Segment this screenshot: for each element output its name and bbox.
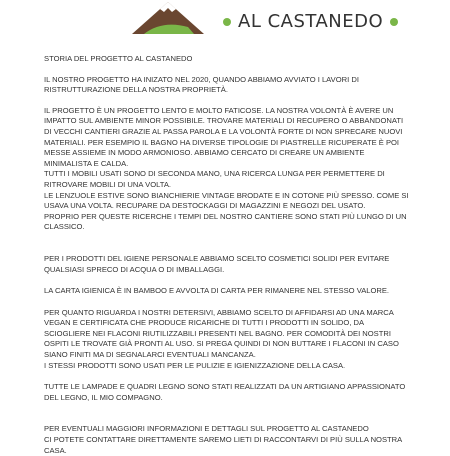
paragraph-hygiene-products: PER I PRODOTTI DEL IGIENE PERSONALE ABBIAMO SCELTO COSMETICI SOLIDI PER EVITARE QUALSIASI SPRECO DI ACQUA O DI IMBALLAGGI. (44, 253, 390, 274)
brand-dot-right-icon (390, 18, 398, 26)
paragraph-detergents: PER QUANTO RIGUARDA I NOSTRI DETERSIVI, ABBIAMO SCELTO DI AFFIDARSI AD UNA MARCA VEGAN E CERTIFICATA CHE PRODUCE RICARICHE DI TUTTI I PRODOTTI IN SOLIDO, DA SCIOGLIERE NEI FLACONI RIUTILIZZABILI PRESENTI NEL BAGNO. PER COMODITÀ DEI NOSTRI OSPITI LE TROVATE GIÀ PRONTI AL USO. SI PREGA QUINDI DI NON BUTTARE I FLACONI IN CASO SIANO FINITI MA DI SEGNALARCI EVENTUALI MANCANZA. (44, 307, 399, 360)
brand-title (216, 12, 405, 32)
paragraph-contact: CI POTETE CONTATTARE DIRETTAMENTE SAREMO LIETI DI RACCONTARVI DI PIÙ SULLA NOSTRA CASA. (44, 435, 402, 455)
paragraph-project-philosophy: IL PROGETTO È UN PROGETTO LENTO E MOLTO FATICOSE. LA NOSTRA VOLONTÀ È AVERE UN IMPATTO SUL AMBIENTE MINOR POSSIBILE. TROVARE MATERIALI DI RECUPERO O ABBANDONATI DI VECCHI CANTIERI GRAZIE AL PASSA PAROLA E LA VOLONTÀ FORTE DI NON SPRECARE NUOVI MATERIALI. PER ESEMPIO IL BAGNO HA DIVERSE TIPOLOGIE DI PIASTRELLE RICUPERATE È POI MESSE ASSIEME IN MODO ARMONIOSO. ABBIAMO CERCATO DI CREARE UN AMBIENTE MINIMALISTA E CALDA. (44, 105, 404, 168)
paragraph-toilet-paper: LA CARTA IGIENICA È IN BAMBOO E AVVOLTA DI CARTA PER RIMANERE NEL STESSO VALORE. (44, 286, 390, 296)
brand-dot-left-icon (223, 18, 231, 26)
brand-name: AL CASTANEDO (238, 11, 384, 32)
paragraph-timeline: PROPRIO PER QUESTE RICERCHE I TEMPI DEL NOSTRO CANTIERE SONO STATI PIÙ LUNGO DI UN CLASSICO. (44, 211, 407, 232)
paragraph-linens: LE LENZUOLE ESTIVE SONO BIANCHIERIE VINTAGE BRODATE E IN COTONE PIÙ SPESSO. COME SI USAVA UNA VOLTA. RECUPARE DA DESTOCKAGGI DI MAGAZZINI E NEGOZI DEL USATO. (44, 190, 409, 211)
paragraph-furniture: TUTTI I MOBILI USATI SONO DI SECONDA MANO, UNA RICERCA LUNGA PER PERMETTERE DI RITROVARE MOBILI DI UNA VOLTA. (44, 169, 385, 189)
document-title: STORIA DEL PROGETTO AL CASTANEDO (44, 54, 193, 63)
document-body (44, 54, 412, 456)
mountain-logo-icon (132, 0, 204, 34)
paragraph-cleaning: I STESSI PRODOTTI SONO USATI PER LE PULIZIE E IGIENIZZAZIONE DELLA CASA. (44, 360, 346, 370)
paragraph-lamps: TUTTE LE LAMPADE E QUADRI LEGNO SONO STATI REALIZZATI DA UN ARTIGIANO APPASSIONATO DEL LEGNO, IL MIO COMPAGNO. (44, 382, 406, 402)
paragraph-project-start: IL NOSTRO PROGETTO HA INIZATO NEL 2020, QUANDO ABBIAMO AVVIATO I LAVORI DI RISTRUTTURAZIONE DELLA NOSTRA PROPRIETÀ. (44, 74, 359, 95)
header (44, 0, 412, 46)
paragraph-more-info: PER EVENTUALI MAGGIORI INFORMAZIONI E DETTAGLI SUL PROGETTO AL CASTANEDO (44, 424, 369, 434)
